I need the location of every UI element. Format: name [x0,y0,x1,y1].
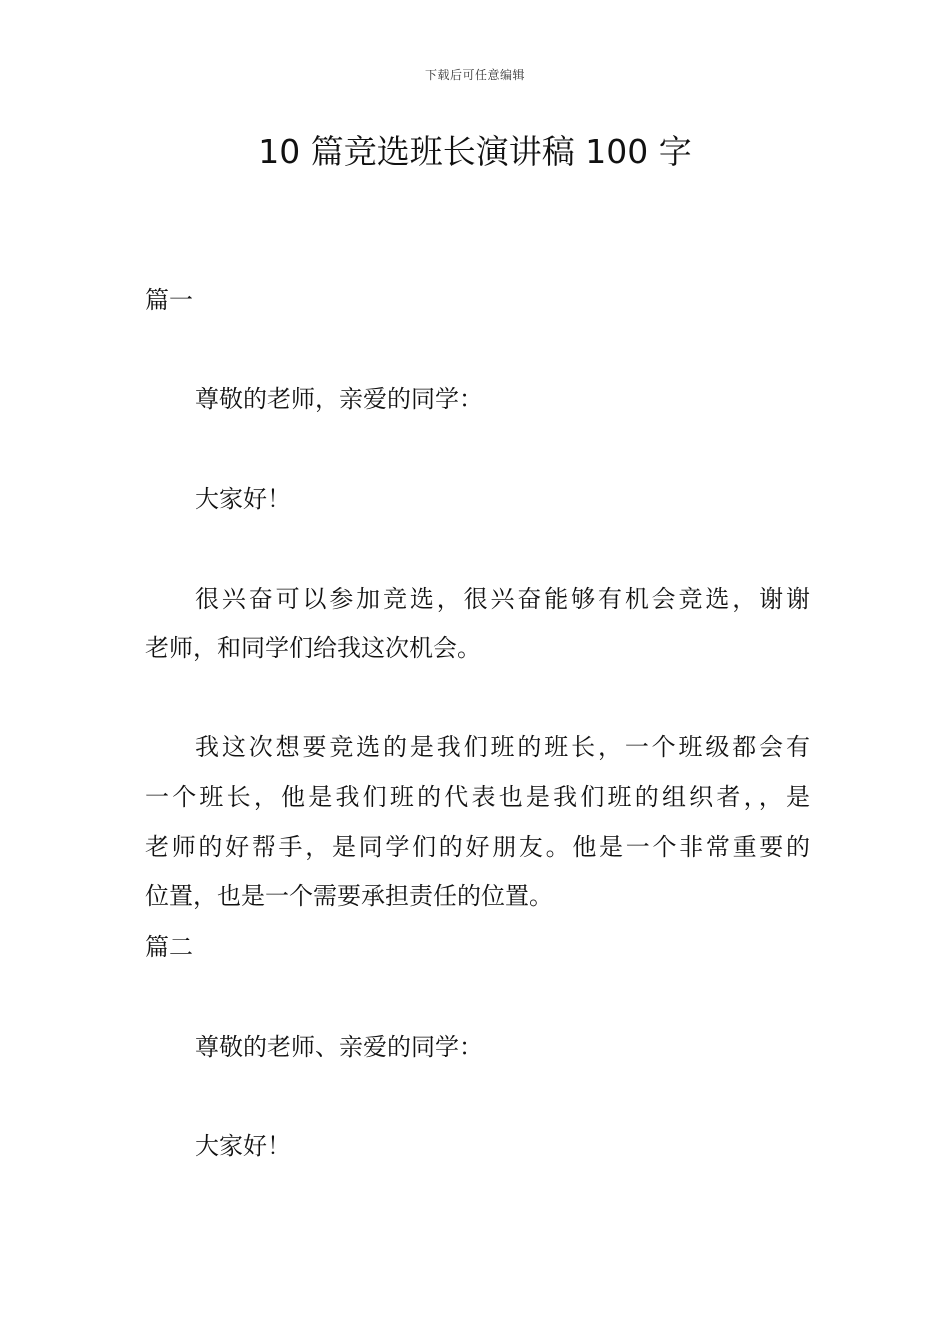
page-header-note: 下载后可任意编辑 [424,68,525,82]
paragraph-line: 老师，和同学们给我这次机会。 [145,634,481,662]
greeting-line: 尊敬的老师，亲爱的同学： [195,385,483,413]
hello-line: 大家好！ [195,1132,291,1160]
paragraph-line: 我这次想要竞选的是我们班的班长，一个班级都会有 [195,733,810,761]
paragraph-line: 很兴奋可以参加竞选，很兴奋能够有机会竞选，谢谢 [195,585,810,613]
paragraph-line: 老师的好帮手，是同学们的好朋友。他是一个非常重要的 [145,833,810,861]
paragraph-line: 位置，也是一个需要承担责任的位置。 [145,882,553,910]
greeting-line: 尊敬的老师、亲爱的同学： [195,1033,483,1061]
section-heading: 篇一 [145,286,193,314]
document-title: 10 篇竞选班长演讲稿 100 字 [258,132,692,171]
hello-line: 大家好！ [195,485,291,513]
section-heading: 篇二 [145,933,193,961]
paragraph-line: 一个班长，他是我们班的代表也是我们班的组织者，，是 [145,783,810,811]
